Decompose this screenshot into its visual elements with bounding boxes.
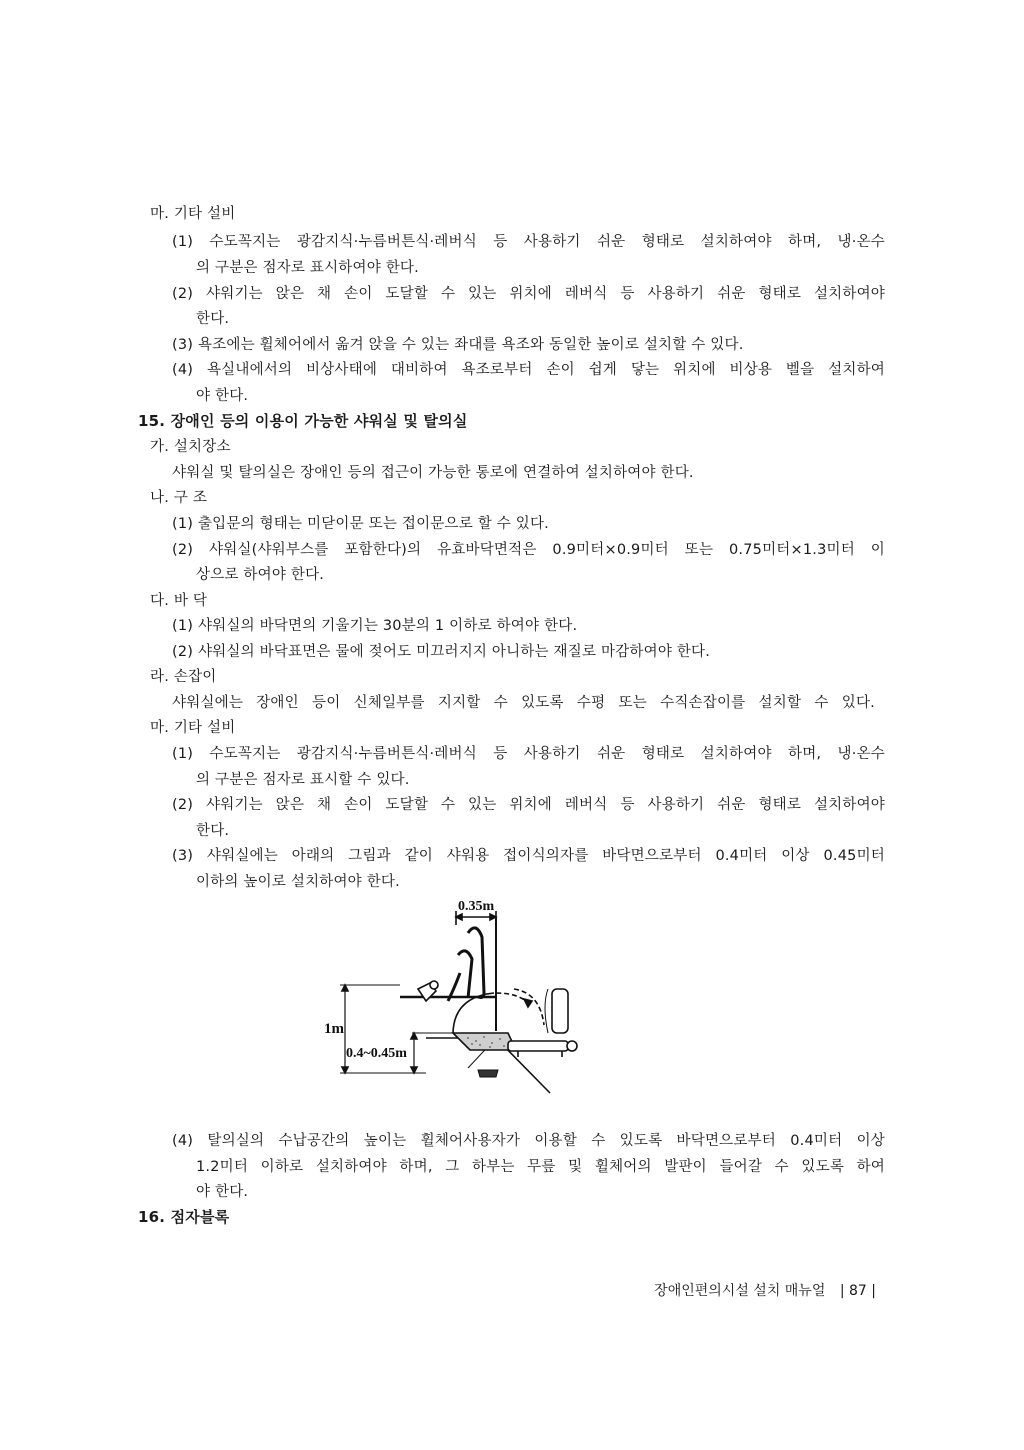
subsection-heading: 가. 설치장소 [150,439,231,455]
floor-drain [478,1070,498,1077]
folded-seat [552,989,568,1033]
fold-path [514,989,544,1025]
seat-hinge [545,989,548,1033]
list-item-continuation: 한다. [196,823,230,839]
list-item-continuation: 의 구분은 점자로 표시하여야 한다. [196,260,419,276]
paragraph: 샤워실 및 탈의실은 장애인 등의 접근이 가능한 통로에 연결하여 설치하여야 한다. [172,465,694,481]
list-item-continuation: 의 구분은 점자로 표시할 수 있다. [196,772,410,788]
list-item-continuation: 야 한다. [196,388,249,404]
list-item: (1) 수도꼭지는 광감지식·누름버튼식·레버식 등 사용하기 쉬운 형태로 설치하여야 하며, 냉·온수 [172,234,885,250]
section-title: 16. 점자블록 [138,1208,230,1226]
list-item: (2) 샤워실(샤워부스를 포함한다)의 유효바닥면적은 0.9미터×0.9미터 또는 0.75미터×1.3미터 이 [172,542,885,558]
paragraph: 샤워실에는 장애인 등이 신체일부를 지지할 수 있도록 수평 또는 수직손잡이를 설치할 수 있다. [172,695,875,711]
faucet-handle [430,981,438,989]
list-item: (2) 샤워실의 바닥표면은 물에 젖어도 미끄러지지 아니하는 재질로 마감하여야 한다. [172,644,711,660]
list-item: (4) 탈의실의 수납공간의 높이는 휠체어사용자가 이용할 수 있도록 바닥면으로부터 0.4미터 이상 [172,1133,885,1149]
page-number: 87 [849,1283,867,1299]
subsection-heading: 다. 바 닥 [150,593,208,609]
label-height: 1m [324,1021,344,1037]
list-item-continuation: 이하의 높이로 설치하여야 한다. [196,874,400,890]
list-item: (2) 샤워기는 앉은 채 손이 도달할 수 있는 위치에 레버식 등 사용하기 쉬운 형태로 설치하여야 [172,797,885,813]
list-item: (4) 욕실내에서의 비상사태에 대비하여 욕조로부터 손이 쉽게 닿는 위치에 비상용 벨을 설치하여 [172,362,885,378]
arrow-head [411,1033,417,1039]
section-title: 15. 장애인 등의 이용이 가능한 샤워실 및 탈의실 [138,412,468,430]
seat-rail [508,1041,568,1051]
seat-back [453,993,494,1033]
list-item: (1) 출입문의 형태는 미닫이문 또는 접이문으로 할 수 있다. [172,516,549,532]
shower-seat-figure [318,893,588,1103]
footer-separator: | [839,1283,845,1299]
list-item: (1) 샤워실의 바닥면의 기울기는 30분의 1 이하로 하여야 한다. [172,618,578,634]
seat-surface [453,1033,516,1050]
list-item: (3) 욕조에는 휠체어에서 옮겨 앉을 수 있는 좌대를 욕조와 동일한 높이로 설치할 수 있다. [172,337,744,353]
subsection-heading: 라. 손잡이 [150,669,217,685]
arrow-head [411,1067,417,1073]
arrow-head [456,914,462,920]
page-footer [654,1282,876,1300]
list-item-continuation: 상으로 하여야 한다. [196,567,325,583]
label-seat-height: 0.4~0.45m [346,1046,407,1061]
list-item: (2) 샤워기는 앉은 채 손이 도달할 수 있는 위치에 레버식 등 사용하기 쉬운 형태로 설치하여야 [172,286,885,302]
list-item-continuation: 한다. [196,311,230,327]
arrow-head [342,985,348,991]
subsection-heading: 나. 구 조 [150,490,208,506]
list-item-continuation: 야 한다. [196,1184,249,1200]
arrow-head [342,1067,348,1073]
label-width: 0.35m [458,899,495,914]
list-item: (3) 샤워실에는 아래의 그림과 같이 샤워용 접이식의자를 바닥면으로부터 0.4미터 이상 0.45미터 [172,848,885,864]
subsection-heading: 마. 기타 설비 [150,720,236,736]
footer-separator: | [871,1283,876,1299]
subsection-heading: 마. 기타 설비 [150,206,236,222]
footer-title: 장애인편의시설 설치 매뉴얼 [654,1283,826,1299]
seat-knob [567,1041,577,1051]
list-item: (1) 수도꼭지는 광감지식·누름버튼식·레버식 등 사용하기 쉬운 형태로 설치하여야 하며, 냉·온수 [172,746,885,762]
list-item-continuation: 1.2미터 이하로 설치하여야 하며, 그 하부는 무릎 및 휠체어의 발판이 들어갈 수 있도록 하여 [196,1159,885,1175]
arrow-head [524,999,532,1007]
